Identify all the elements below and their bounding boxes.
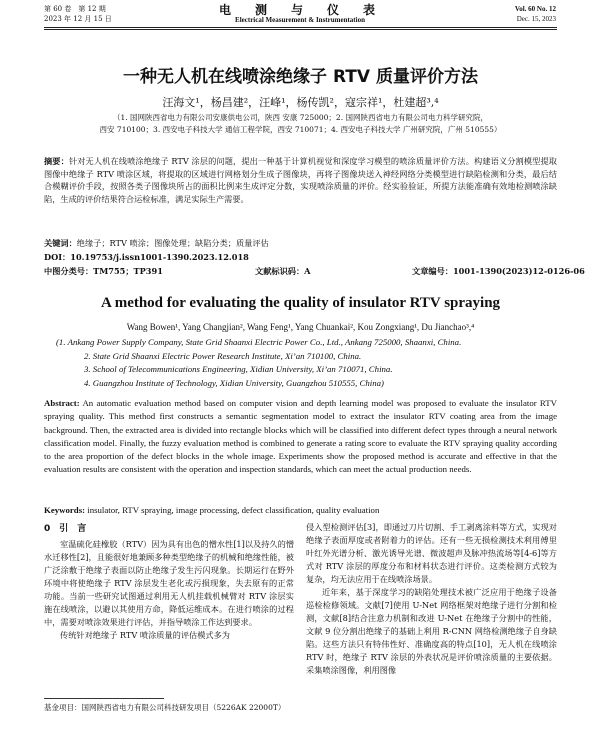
abstract-en (44, 397, 557, 477)
keywords-cn-label: 关键词： (44, 238, 77, 248)
header-rule-bottom (44, 29, 557, 30)
clc-number: 中图分类号：TM755；TP391 (44, 266, 163, 276)
right-column (306, 521, 557, 677)
abstract-en-label: Abstract: (44, 398, 80, 408)
document-code: 文献标识码：A (255, 266, 311, 276)
abstract-en-text: An automatic evaluation method based on computer vision and depth learning model was proposed to evaluate the insulator RTV spraying quality. This method first constructs a semantic segmentation model to extract the insulator RTV coating area from the image background. Then, the extracted area is divided into rectangle blocks which will be classified into different defect types through a neural network classification model. Finally, the fuzzy evaluation method is combined to generate a rating score to evaluate the RTV spraying quality according to the area proportion of the defect blocks in the whole image. Experiments show the proposed method is accurate and effective in that the evaluation results are consistent with the operation and inspection standards, which can meet the actual production needs. (44, 398, 557, 475)
keywords-en-text: insulator, RTV spraying, image processing, defect classification, quality evaluation (85, 505, 380, 515)
affiliation-en-2: 2. State Grid Shaanxi Electric Power Research Institute, Xi’an 710100, China. (84, 350, 362, 361)
volume-issue-en: Vol. 60 No. 12 (514, 5, 556, 13)
body-paragraph: 侵入型检测评估[3]，即通过刀片切割、手工剥离涂料等方式，实现对绝缘子表面厚度或者附着力的评估。还有一些无损检测技术利用傅里叶红外光谱分析、激光诱导光谱、微波超声及脉冲热流场等[4-6]等方式对 RTV 涂层的厚度分布和材料状态进行评价。这类检测方式较为复杂，均无法应用于在线喷涂场景。 (306, 522, 557, 584)
journal-name-cn: 电 测 与 仪 表 (218, 3, 381, 17)
affiliation-en-4: 4. Guangzhou Institute of Technology, Xidian University, Guangzhou 510555, China) (84, 377, 384, 388)
authors-en: Wang Bowen¹, Yang Changjian², Wang Feng¹, Yang Chuankai², Kou Zongxiang¹, Du Jianchao³,⁴ (126, 322, 475, 332)
abstract-cn-text: 针对无人机在线喷涂绝缘子 RTV 涂层的问题，提出一种基于计算机视觉和深度学习模型的喷涂质量评价方法。构建语义分割模型提取图像中绝缘子 RTV 喷涂区域，将提取的区域进行网格划分生成子图像块，再将子图像块送入神经网络分类模型进行缺陷检测和分类，最后结合模糊评价手段，按照各类子图像块所占的面积比例来生成评定分数，实现喷涂质量的评价。经实验验证，所提方法能准确有效地检测喷涂缺陷，生成的评价结果符合运检标准，满足实际生产需要。 (44, 156, 557, 204)
body-paragraph: 传统针对绝缘子 RTV 喷涂质量的评估模式多为 (60, 630, 230, 640)
paper-title-cn: 一种无人机在线喷涂绝缘子 RTV 质量评价方法 (123, 67, 478, 87)
affiliation-en-1: (1. Ankang Power Supply Company, State Grid Shaanxi Electric Power Co., Ltd., Ankang 725000, Shaanxi, China. (56, 337, 462, 347)
abstract-cn-label: 摘要： (44, 156, 69, 166)
paper-title-en: A method for evaluating the quality of insulator RTV spraying (100, 295, 501, 311)
keywords-en-label: Keywords: (44, 505, 86, 515)
funding-footnote: 基金项目：国网陕西省电力有限公司科技研发项目（5226AK 22000T） (44, 703, 286, 712)
journal-name-en: Electrical Measurement & Instrumentation (235, 16, 365, 24)
keywords-cn (44, 237, 557, 250)
affiliations-en (56, 336, 556, 390)
section-heading-introduction: 0 引 言 (44, 524, 87, 534)
keywords-en (44, 505, 557, 515)
body-paragraph: 室温硫化硅橡胶（RTV）因为具有出色的憎水性[1]以及持久的憎水迁移性[2]，且能很好地兼顾多种类型绝缘子的机械和绝缘性能，被广泛涂敷于绝缘子表面以防止绝缘子发生污闪现象。长期运行在野外环境中将使绝缘子 RTV 涂层发生老化或污损现象，失去原有的正常功能。当前一些研究试图通过利用无人机挂载机械臂对 RTV 涂层实施在线喷涂，以避以其使用方命，降低运维成本。在进行喷涂的过程中，需要对喷涂效果进行评估，并指导喷涂工作达到要求。 (44, 539, 294, 627)
volume-issue-cn: 第 60 卷 第 12 期 (44, 5, 106, 13)
authors-cn: 汪海文¹，杨昌建²，汪峰¹，杨传凯²，寇宗祥¹，杜建超³,⁴ (162, 96, 439, 109)
article-number: 文章编号：1001-1390(2023)12-0126-06 (412, 266, 585, 276)
doi: DOI：10.19753/j.issn1001-1390.2023.12.018 (44, 252, 249, 262)
abstract-cn (44, 155, 557, 205)
affiliation-en-3: 3. School of Telecommunications Engineering, Xidian University, Xi’an 710071, China. (84, 364, 393, 374)
footnote-rule (44, 698, 164, 699)
affiliation-cn-line1: （1. 国网陕西省电力有限公司安康供电公司，陕西 安康 725000；2. 国网陕西省电力有限公司电力科学研究院， (113, 113, 488, 122)
affiliation-cn-line2: 西安 710100；3. 西安电子科技大学 通信工程学院，西安 710071；4. 西安电子科技大学 广州研究院，广州 510555） (99, 125, 502, 134)
left-column (44, 521, 294, 642)
header-rule-top (44, 27, 557, 28)
date-cn: 2023 年 12 月 15 日 (44, 15, 112, 23)
keywords-cn-text: 绝缘子；RTV 喷涂；图像处理；缺陷分类；质量评估 (76, 238, 269, 248)
body-paragraph: 近年来，基于深度学习的缺陷处理技术被广泛应用于绝缘子设备巡检检修领域。文献[7]使用 U-Net 网络框架对绝缘子进行分割和检测，文献[8]结合注意力机制和改进 U-Net 在绝缘子分割中的性能，文献 9 位分割出绝缘子的基础上利用 R-CNN 网络检测绝缘子自身缺陷。这些方法只有特伟性好、准确度高的特点[10]，无人机在线喷涂 RTV 时，绝缘子 RTV 涂层的外表状况是评价喷涂质量的主要依据。采集喷涂图像，利用图像 (306, 587, 557, 675)
date-en: Dec. 15, 2023 (516, 15, 556, 23)
